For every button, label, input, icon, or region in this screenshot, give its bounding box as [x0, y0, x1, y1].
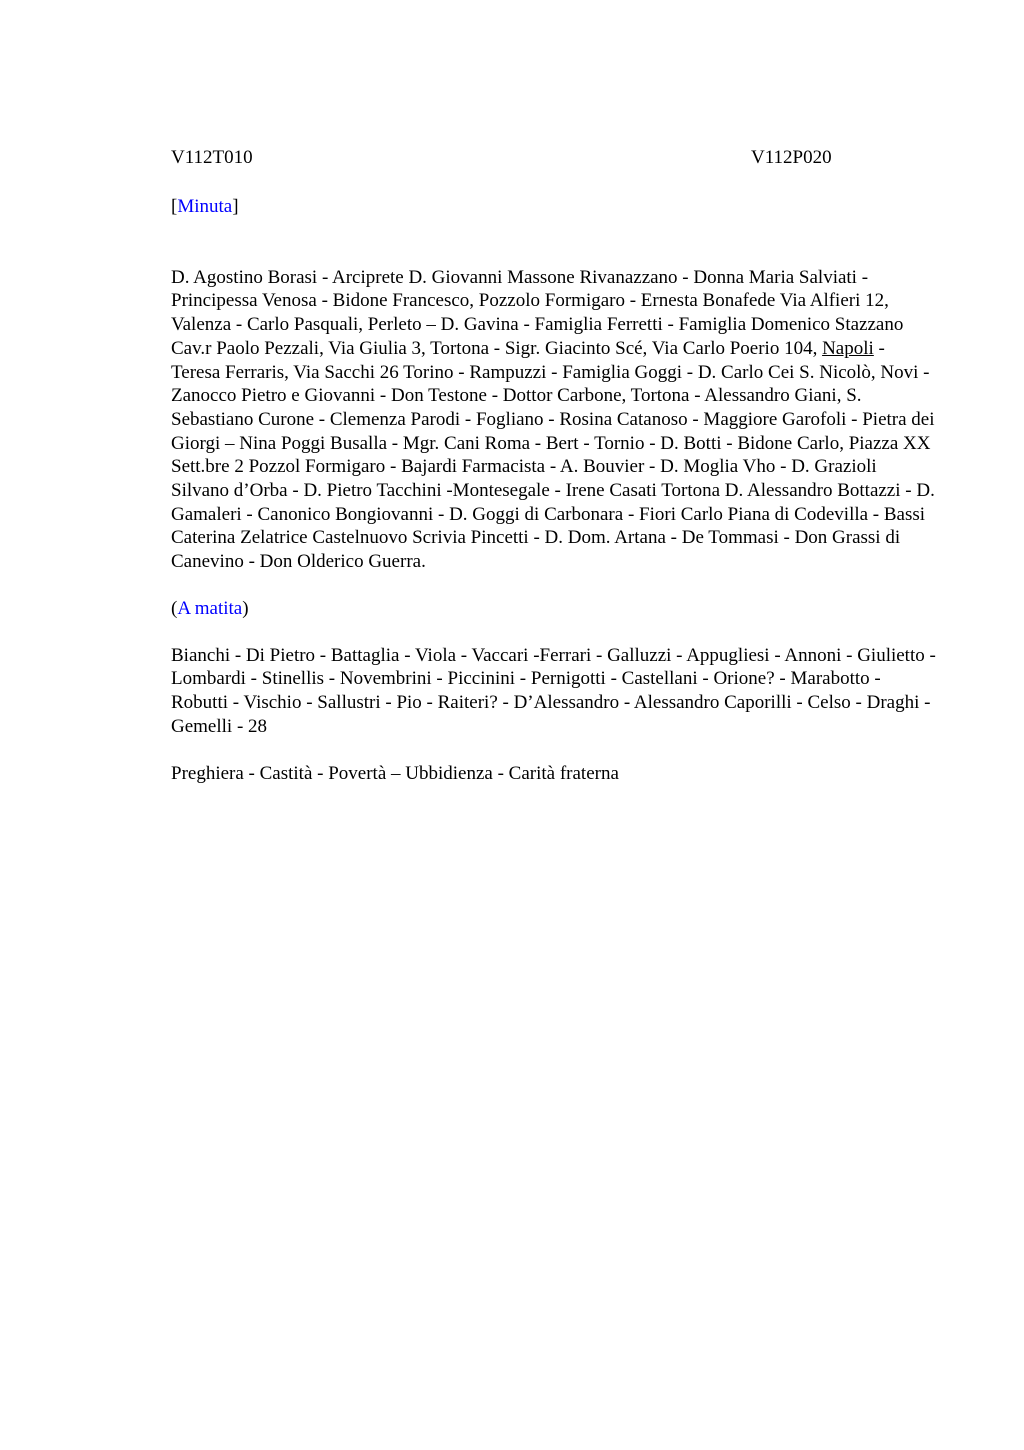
pencil-names-paragraph: Bianchi - Di Pietro - Battaglia - Viola - Vaccari -Ferrari - Galluzzi - Appugliesi - Annoni - Giulietto - Lombardi - Stinellis - Novembrini - Piccinini - Pernigotti - Castellani - Orione? - Marabotto - Robutti - Vischio - Sallustri - Pio - Raiteri? - D’Alessandro - Alessandro Caporilli - Celso - Draghi - Gemelli - 28: [171, 644, 936, 737]
matita-note: [171, 597, 936, 621]
names-paragraph-part2: - Teresa Ferraris, Via Sacchi 26 Torino - Rampuzzi - Famiglia Goggi - D. Carlo Cei S. Nicolò, Novi - Zanocco Pietro e Giovanni - Don Testone - Dottor Carbone, Tortona - Alessandro Giani, S. Sebastiano Curone - Clemenza Parodi - Fogliano - Rosina Catanoso - Maggiore Garofoli - Pietra dei Giorgi – Nina Poggi Busalla - Mgr. Cani Roma - Bert - Tornio - D. Botti - Bidone Carlo, Piazza XX Sett.bre 2 Pozzol Formigaro - Bajardi Farmacista - A. Bouvier - D. Moglia Vho - D. Grazioli Silvano d’Orba - D. Pietro Tacchini -Montesegale - Irene Casati Tortona D. Alessandro Bottazzi - D. Gamaleri - Canonico Bongiovanni - D. Goggi di Carbonara - Fiori Carlo Piana di Codevilla - Bassi Caterina Zelatrice Castelnuovo Scrivia Pincetti - D. Dom. Artana - De Tommasi - Don Grassi di Canevino - Don Olderico Guerra.: [171, 337, 935, 573]
minuta-label: Minuta: [177, 196, 233, 217]
napoli-underlined: Napoli: [822, 337, 874, 359]
virtues-line: Preghiera - Castità - Povertà – Ubbidienza - Carità fraterna: [171, 763, 619, 785]
matita-label: A matita: [177, 597, 243, 619]
document-codes: [171, 146, 936, 170]
minuta-open-bracket: [: [171, 196, 178, 217]
document-code-left: V112T010: [171, 147, 253, 168]
matita-close-paren: ): [242, 597, 249, 619]
names-paragraph: [171, 266, 936, 574]
document-code-right: V112P020: [751, 147, 832, 168]
matita-open-paren: (: [171, 597, 178, 619]
minuta-close-bracket: ]: [232, 196, 239, 217]
minuta-note: [171, 195, 936, 219]
names-paragraph-part1: D. Agostino Borasi - Arciprete D. Giovanni Massone Rivanazzano - Donna Maria Salviati - Principessa Venosa - Bidone Francesco, Pozzolo Formigaro - Ernesta Bonafede Via Alfieri 12, Valenza - Carlo Pasquali, Perleto – D. Gavina - Famiglia Ferretti - Famiglia Domenico Stazzano Cav.r Paolo Pezzali, Via Giulia 3, Tortona - Sigr. Giacinto Scé, Via Carlo Poerio 104,: [171, 266, 904, 359]
document-page: [171, 146, 936, 786]
